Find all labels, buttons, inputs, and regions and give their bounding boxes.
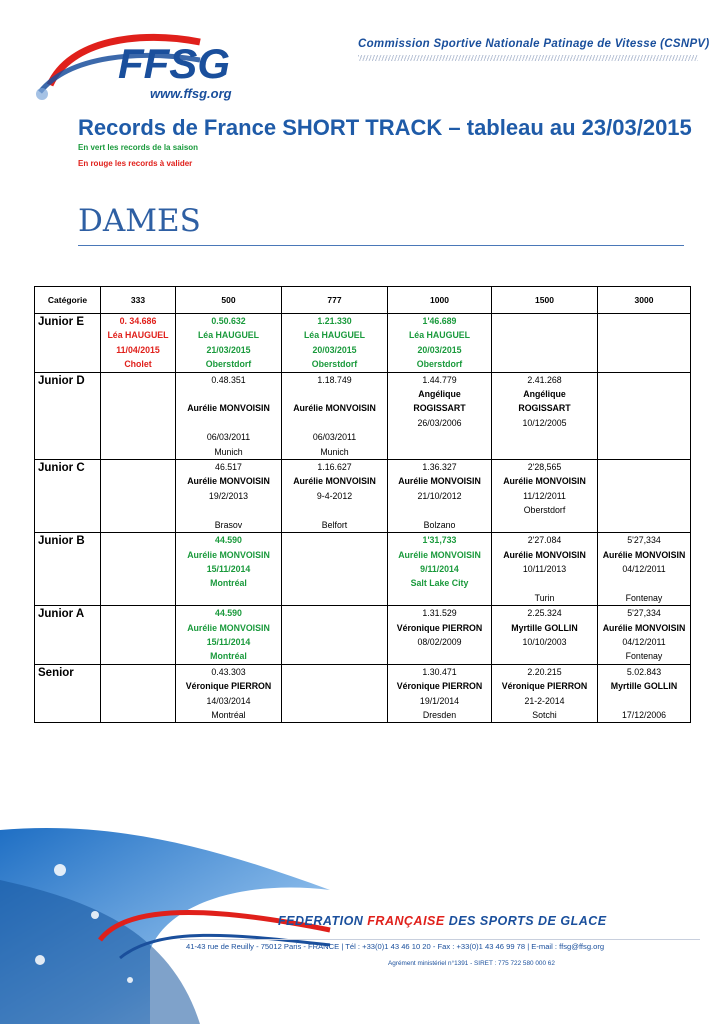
record-cell xyxy=(388,460,492,533)
record-line: 2.41.268 xyxy=(527,374,562,385)
column-header: 3000 xyxy=(598,287,691,314)
snowflake-icon xyxy=(91,911,99,919)
record-cell xyxy=(101,533,176,606)
record-line xyxy=(282,387,387,401)
record-cell xyxy=(282,460,388,533)
record-line: Léa HAUGUEL xyxy=(303,330,366,341)
record-line: Aurélie MONVOISIN xyxy=(398,549,481,560)
record-line: 08/02/2009 xyxy=(417,636,462,647)
record-line: Aurélie MONVOISIN xyxy=(187,622,270,633)
record-cell xyxy=(388,664,492,723)
column-header: 500 xyxy=(176,287,282,314)
column-header: 777 xyxy=(282,287,388,314)
page-title: Records de France SHORT TRACK – tableau au 23/03/2015 xyxy=(78,115,692,140)
row-category: Junior B xyxy=(35,533,101,606)
record-cell xyxy=(598,314,691,373)
record-cell xyxy=(598,460,691,533)
record-cell xyxy=(176,460,282,533)
record-line: 0.48.351 xyxy=(211,374,246,385)
row-category: Junior C xyxy=(35,460,101,533)
record-line: Dresden xyxy=(422,709,457,720)
record-line: Oberstdorf xyxy=(205,359,252,370)
record-line: 1'31,733 xyxy=(422,535,457,546)
record-line: 1.30.471 xyxy=(422,666,457,677)
record-line: Léa HAUGUEL xyxy=(197,330,260,341)
record-line: 0.50.632 xyxy=(211,316,246,326)
record-line: 1.36.327 xyxy=(422,462,457,473)
record-line: 10/10/2003 xyxy=(522,636,567,647)
record-line: 21/10/2012 xyxy=(417,490,462,501)
record-cell xyxy=(101,314,176,373)
record-line: Aurélie MONVOISIN xyxy=(503,476,586,487)
header-hatch-decoration xyxy=(358,55,698,61)
table-row xyxy=(35,460,691,533)
record-cell xyxy=(282,606,388,665)
record-line: 10/11/2013 xyxy=(522,563,567,574)
commission-title: Commission Sportive Nationale Patinage de Vitesse (CSNPV) xyxy=(358,38,710,50)
record-line: Bolzano xyxy=(423,519,456,530)
record-line: 20/03/2015 xyxy=(312,344,357,355)
record-line: 1.31.529 xyxy=(422,608,457,619)
table-row xyxy=(35,372,691,459)
record-line xyxy=(598,694,690,708)
record-line: 15/11/2014 xyxy=(206,636,251,647)
record-line: 26/03/2006 xyxy=(417,417,462,428)
record-line: 9-4-2012 xyxy=(316,490,353,501)
record-line xyxy=(492,576,597,590)
record-line: 1.44.779 xyxy=(422,374,457,385)
record-line: 9/11/2014 xyxy=(420,563,459,574)
record-line: Brasov xyxy=(214,519,243,530)
record-cell xyxy=(176,314,282,373)
record-line xyxy=(282,416,387,430)
record-cell xyxy=(282,372,388,459)
record-line xyxy=(176,503,281,517)
record-line: 44.590 xyxy=(215,535,242,546)
table-header-row xyxy=(35,287,691,314)
record-line: 14/03/2014 xyxy=(206,695,251,706)
record-line: 04/12/2011 xyxy=(622,563,666,574)
table-row xyxy=(35,533,691,606)
record-line: Aurélie MONVOISIN xyxy=(293,403,376,414)
record-line: Oberstdorf xyxy=(523,505,566,516)
record-cell xyxy=(598,606,691,665)
record-cell xyxy=(388,606,492,665)
record-line: 1.18.749 xyxy=(317,374,352,385)
record-line: 06/03/2011 xyxy=(206,432,251,443)
record-line: 04/12/2011 xyxy=(622,636,666,647)
record-line: Véronique PIERRON xyxy=(501,681,588,692)
record-line xyxy=(598,576,690,590)
record-cell xyxy=(492,606,598,665)
record-line: Angélique xyxy=(523,389,566,400)
legend-red: En rouge les records à valider xyxy=(78,159,193,168)
record-cell xyxy=(598,372,691,459)
record-line: 21-2-2014 xyxy=(524,695,565,706)
record-line xyxy=(388,503,491,517)
column-header: 1000 xyxy=(388,287,492,314)
record-line: Aurélie MONVOISIN xyxy=(187,403,270,414)
record-line: Myrtille GOLLIN xyxy=(610,681,678,692)
record-line: Sotchi xyxy=(532,709,557,720)
record-line: Munich xyxy=(320,446,349,457)
row-category: Junior A xyxy=(35,606,101,665)
record-line: 1.21.330 xyxy=(317,316,352,326)
record-line: Oberstdorf xyxy=(416,359,463,370)
record-line: Aurélie MONVOISIN xyxy=(602,622,686,633)
record-line: 2'27.084 xyxy=(527,535,562,546)
record-line: ROGISSART xyxy=(413,403,466,414)
record-line: Fontenay xyxy=(625,651,663,662)
column-header: Catégorie xyxy=(35,287,101,314)
record-line: 17/12/2006 xyxy=(621,709,667,720)
record-line: Véronique PIERRON xyxy=(185,681,272,692)
record-line: 5'27,334 xyxy=(627,608,661,619)
record-line: Montréal xyxy=(210,651,247,662)
record-line: 20/03/2015 xyxy=(417,344,462,355)
record-line: 21/03/2015 xyxy=(206,344,251,355)
record-line: 06/03/2011 xyxy=(312,432,357,443)
record-line: Véronique PIERRON xyxy=(396,681,483,692)
record-line: Aurélie MONVOISIN xyxy=(187,549,270,560)
snowflake-icon xyxy=(54,864,66,876)
record-line: Turin xyxy=(534,592,555,603)
record-line: 0.43.303 xyxy=(211,666,246,677)
record-cell xyxy=(282,314,388,373)
record-cell xyxy=(176,533,282,606)
record-line: Cholet xyxy=(124,359,152,370)
record-line: 1'46.689 xyxy=(422,316,457,326)
record-line: Montréal xyxy=(210,578,247,589)
record-cell xyxy=(388,372,492,459)
record-line: Myrtille GOLLIN xyxy=(511,622,578,633)
column-header: 333 xyxy=(101,287,176,314)
record-cell xyxy=(176,372,282,459)
federation-name-part: DES SPORTS DE GLACE xyxy=(444,914,607,928)
record-line: 46.517 xyxy=(215,462,242,473)
record-line: Fontenay xyxy=(625,592,663,603)
section-heading: DAMES xyxy=(78,203,201,239)
record-line: Véronique PIERRON xyxy=(396,622,483,633)
record-line: 2.20.215 xyxy=(527,666,562,677)
record-line: Belfort xyxy=(321,519,348,530)
record-cell xyxy=(282,664,388,723)
record-line: Angélique xyxy=(418,389,461,400)
logo-url[interactable]: www.ffsg.org xyxy=(150,86,232,101)
record-line: 11/04/2015 xyxy=(116,344,160,355)
record-cell xyxy=(492,460,598,533)
record-cell xyxy=(492,664,598,723)
record-cell xyxy=(176,606,282,665)
row-category: Junior D xyxy=(35,372,101,459)
federation-name-part: FEDERATION xyxy=(278,914,368,928)
row-category: Senior xyxy=(35,664,101,723)
record-line: Oberstdorf xyxy=(311,359,358,370)
record-line: 44.590 xyxy=(215,608,242,619)
federation-name-part: FRANÇAISE xyxy=(367,914,445,928)
record-line xyxy=(176,387,281,401)
records-table xyxy=(34,286,691,723)
record-line: ROGISSART xyxy=(518,403,571,414)
record-line: 15/11/2014 xyxy=(206,563,251,574)
record-line: 19/2/2013 xyxy=(208,490,249,501)
legend-green: En vert les records de la saison xyxy=(78,143,199,152)
record-line: 1.16.627 xyxy=(317,462,352,473)
snowflake-icon xyxy=(36,88,48,100)
record-line: Salt Lake City xyxy=(410,578,469,589)
record-line: 2.25.324 xyxy=(527,608,562,619)
record-cell xyxy=(101,460,176,533)
footer-agrement: Agrément ministériel n°1391 - SIRET : 775 722 580 000 62 xyxy=(388,960,555,967)
record-line: Aurélie MONVOISIN xyxy=(187,476,270,487)
record-line: 5.02.843 xyxy=(626,666,662,677)
record-line: Munich xyxy=(214,446,243,457)
record-line: 5'27,334 xyxy=(627,535,661,546)
record-cell xyxy=(492,314,598,373)
record-line: Aurélie MONVOISIN xyxy=(602,549,686,560)
record-line: Aurélie MONVOISIN xyxy=(293,476,376,487)
record-cell xyxy=(176,664,282,723)
record-line: 10/12/2005 xyxy=(522,417,567,428)
column-header: 1500 xyxy=(492,287,598,314)
record-line: 11/12/2011 xyxy=(523,490,566,501)
record-line: 2'28,565 xyxy=(527,462,562,473)
record-line xyxy=(282,503,387,517)
snowflake-icon xyxy=(35,955,45,965)
table-row xyxy=(35,606,691,665)
record-line: Léa HAUGUEL xyxy=(107,330,169,341)
record-cell xyxy=(598,533,691,606)
record-line: Léa HAUGUEL xyxy=(408,330,471,341)
record-line: 0. 34.686 xyxy=(119,316,157,326)
heading-divider xyxy=(78,245,684,246)
record-line xyxy=(176,416,281,430)
logo-text: FFSG xyxy=(118,40,230,87)
row-category: Junior E xyxy=(35,314,101,373)
table-row xyxy=(35,664,691,723)
record-cell xyxy=(101,664,176,723)
table-row xyxy=(35,314,691,373)
record-cell xyxy=(101,606,176,665)
record-cell xyxy=(101,372,176,459)
record-cell xyxy=(492,372,598,459)
record-line: 19/1/2014 xyxy=(419,695,460,706)
record-cell xyxy=(388,314,492,373)
record-cell xyxy=(598,664,691,723)
federation-name xyxy=(278,914,607,928)
record-cell xyxy=(388,533,492,606)
record-line: Montréal xyxy=(211,709,246,720)
footer-divider xyxy=(180,939,700,940)
record-cell xyxy=(492,533,598,606)
record-cell xyxy=(282,533,388,606)
record-line: Aurélie MONVOISIN xyxy=(398,476,481,487)
record-line: Aurélie MONVOISIN xyxy=(503,549,586,560)
footer-address: 41-43 rue de Reuilly - 75012 Paris - FRANCE | Tél : +33(0)1 43 46 10 20 - Fax : +33(0)1 43 46 99 78 | E-mail : ffsg@ffsg.org xyxy=(186,942,605,951)
snowflake-icon xyxy=(127,977,133,983)
